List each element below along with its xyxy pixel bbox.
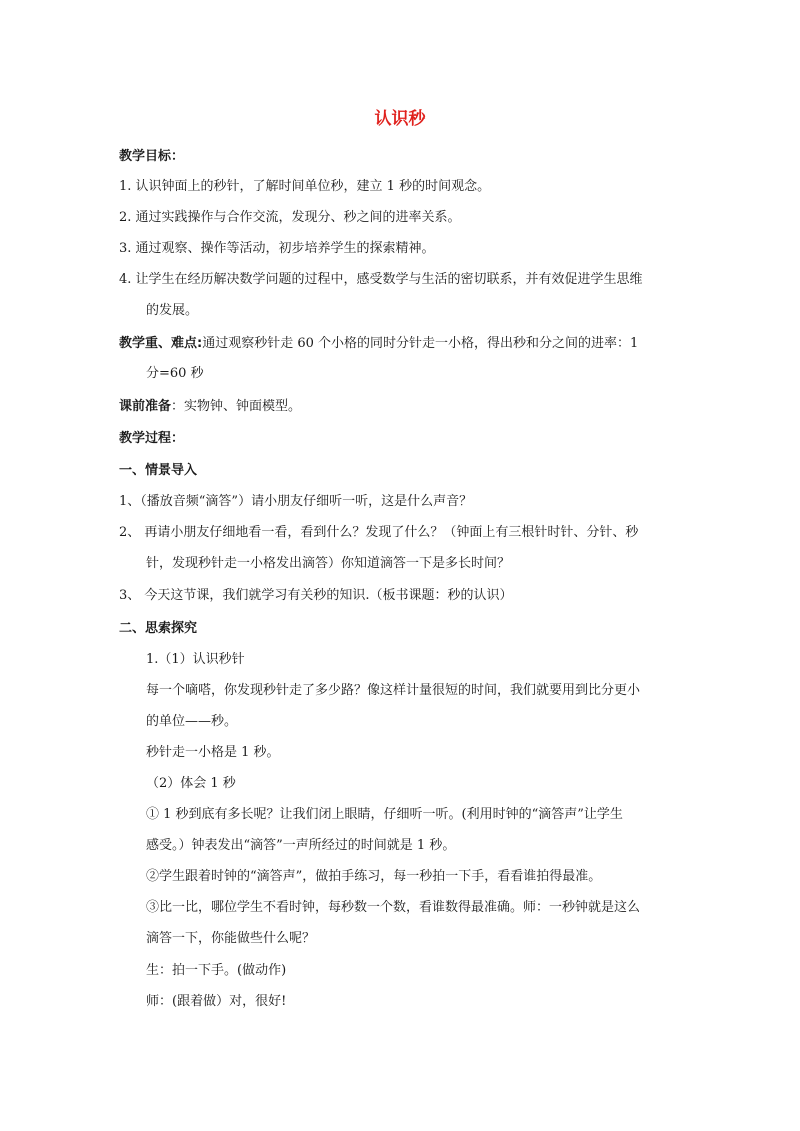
- section1-item: 1、（播放音频“滴答”）请小朋友仔细听一听，这是什么声音？: [119, 494, 473, 509]
- section2-line: 1.（1）认识秒针: [146, 652, 245, 667]
- section2-line: 秒针走一小格是 1 秒。: [146, 745, 280, 760]
- prep-line: [119, 398, 301, 416]
- section2-line: 滴答一下，你能做些什么呢？: [146, 931, 316, 946]
- section1-heading: 一、情景导入: [119, 463, 198, 478]
- key-points-line: [119, 335, 638, 353]
- section2-line: 感受。）钟表发出“滴答”一声所经过的时间就是 1 秒。: [146, 838, 456, 853]
- section2-line: 生：拍一下手。(做动作): [146, 963, 287, 978]
- process-heading: 教学过程：: [119, 431, 185, 446]
- section2-line: （2）体会 1 秒: [146, 776, 236, 791]
- goal-item: 1. 认识钟面上的秒针，了解时间单位秒，建立 1 秒的时间观念。: [119, 179, 491, 194]
- section1-item: 3、 今天这节课，我们就学习有关秒的知识.（板书课题：秒的认识）: [119, 588, 513, 603]
- section1-item-continuation: 针，发现秒针走一小格发出滴答）你知道滴答一下是多长时间？: [146, 556, 511, 571]
- section2-line: 的单位——秒。: [146, 714, 238, 729]
- section2-line: 师：(跟着做）对，很好!: [146, 994, 287, 1009]
- prep-label: 课前准备: [119, 399, 172, 414]
- section2-line: ②学生跟着时钟的“滴答声”，做拍手练习，每一秒拍一下手，看看谁拍得最准。: [146, 869, 602, 884]
- goal-item: 4. 让学生在经历解决数学问题的过程中，感受数学与生活的密切联系，并有效促进学生思维: [119, 272, 643, 287]
- prep-text: ：实物钟、钟面模型。: [171, 399, 302, 414]
- section2-line: 每一个嘀嗒，你发现秒针走了多少路？像这样计量很短的时间，我们就要用到比分更小: [146, 683, 641, 698]
- document-title: 认识秒: [374, 109, 426, 129]
- key-points-text: 通过观察秒针走 60 个小格的同时分针走一小格，得出秒和分之间的进率：1: [202, 336, 639, 351]
- goal-item-continuation: 的发展。: [146, 303, 199, 318]
- section1-item: 2、 再请小朋友仔细地看一看，看到什么？发现了什么？（钟面上有三根针时针、分针、秒: [119, 525, 639, 540]
- goal-item: 2. 通过实践操作与合作交流，发现分、秒之间的进率关系。: [119, 210, 461, 225]
- goals-heading: 教学目标：: [119, 149, 185, 164]
- goal-item: 3. 通过观察、操作等活动，初步培养学生的探索精神。: [119, 241, 435, 256]
- key-points-label: 教学重、难点:: [119, 336, 203, 351]
- section2-heading: 二、思索探究: [119, 621, 198, 636]
- section2-line: ③比一比，哪位学生不看时钟，每秒数一个数，看谁数得最准确。师：一秒钟就是这么: [146, 900, 641, 915]
- section2-line: ① 1 秒到底有多长呢？让我们闭上眼睛，仔细听一听。(利用时钟的“滴答声”让学生: [146, 807, 623, 822]
- key-points-continuation: 分=60 秒: [146, 366, 204, 381]
